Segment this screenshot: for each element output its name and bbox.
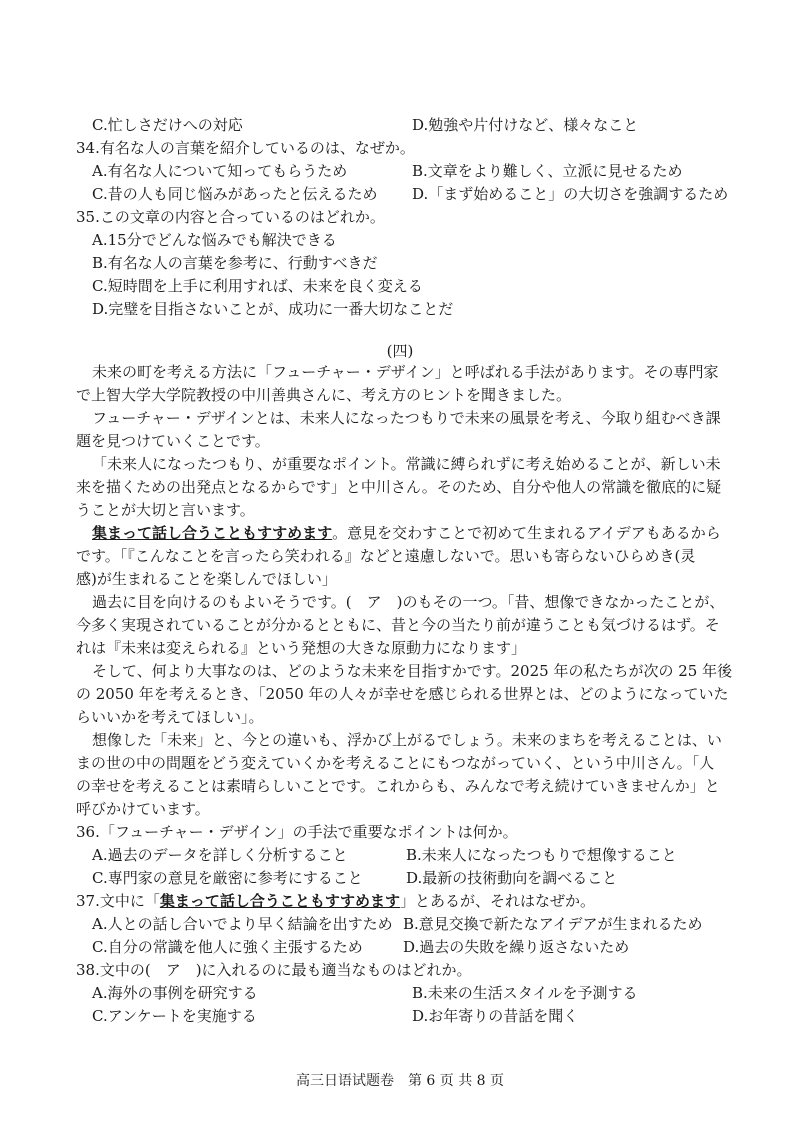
q34-stem: 34.有名な人の言葉を紹介しているのは、なぜか。 [76, 139, 415, 157]
passage-line: の幸せを考えることは素晴らしいことです。これからも、みんなで考え続けていきませんか」と [76, 777, 720, 795]
q37-option-b: B.意見交換で新たなアイデアが生まれるため [403, 915, 703, 933]
underlined-key-sentence: 集まって話し合うこともすすめます [92, 524, 333, 542]
page-footer: 高三日语试题卷 第 6 页 共 8 页 [295, 1073, 505, 1089]
q37-stem [76, 891, 595, 911]
q38-option-a: A.海外の事例を研究する [92, 984, 258, 1002]
passage-line: らいいかを考えてほしい」。 [76, 708, 264, 726]
passage-line: 「未来人になったつもり、が重要なポイント。常識に縛られずに考え始めることが、新しい未 [92, 455, 721, 473]
q35-option-b: B.有名な人の言葉を参考に、行動すべきだ [92, 254, 378, 272]
q36-option-d: D.最新の技術動向を調べること [406, 869, 618, 887]
q38-option-c: C.アンケートを実施する [92, 1007, 257, 1025]
passage-line: です。「『こんなことを言ったら笑われる』などと遠慮しないで。思いも寄らないひらめき(灵 [76, 547, 696, 565]
q34-option-b: B.文章をより難しく、立派に見せるため [412, 162, 683, 180]
passage-line: 来を描くための出発点となるからです」と中川さん。そのため、自分や他人の常識を徹底的に疑 [76, 478, 722, 496]
q37-option-a: A.人との話し合いでより早く結論を出すため [92, 915, 393, 933]
q35-option-c: C.短時間を上手に利用すれば、未来を良く変える [92, 277, 423, 295]
passage-line: そして、何より大事なのは、どのような未来を目指すかです。2025 年の私たちが次の 25 年後 [92, 662, 733, 680]
passage-line: 題を見つけていくことです。 [76, 432, 270, 450]
passage-line: の 2050 年を考えるとき、「2050 年の人々が幸せを感じられる世界とは、どのようになっていた [76, 685, 729, 703]
passage-line: 未来の町を考える方法に「フューチャー・デザイン」と呼ばれる手法があります。その専門家 [92, 363, 719, 381]
passage-line: れは『未来は変えられる』という発想の大きな原動力になります」 [76, 639, 527, 657]
q38-option-d: D.お年寄りの昔話を聞く [412, 1007, 579, 1025]
passage-line: 呼びかけています。 [76, 800, 210, 818]
passage-line: 感)が生まれることを楽しんでほしい」 [76, 570, 337, 588]
passage-line: まの世の中の問題をどう変えていくかを考えることにもつながっていく、という中川さん。「人 [76, 754, 715, 772]
passage-line [92, 523, 721, 543]
passage-line: 今多く実現されていることが分かるとともに、昔と今の当たり前が違うことも気づけるはず。そ [76, 616, 720, 634]
q37-option-c: C.自分の常識を他人に強く主張するため [92, 938, 363, 956]
q37-option-d: D.過去の失敗を繰り返さないため [403, 938, 630, 956]
passage-line: うことが大切と言います。 [76, 501, 255, 519]
q35-option-a: A.15分でどんな悩みでも解決できる [92, 231, 337, 249]
q33-option-d: D.勉強や片付けなど、様々なこと [412, 116, 639, 134]
passage-line: 想像した「未来」と、今との違いも、浮かび上がるでしょう。未来のまちを考えることは、い [92, 731, 722, 749]
q34-option-c: C.昔の人も同じ悩みがあったと伝えるため [92, 185, 378, 203]
q34-option-d: D.「まず始めること」の大切さを強調するため [412, 185, 729, 203]
q36-stem: 36.「フューチャー・デザイン」の手法で重要なポイントは何か。 [76, 823, 518, 841]
q35-stem: 35.この文章の内容と合っているのはどれか。 [76, 208, 385, 226]
q38-stem: 38.文中の( ア )に入れるのに最も適当なものはどれか。 [76, 961, 472, 979]
q37-stem-pre: 37.文中に「 [76, 892, 160, 910]
passage-line: で上智大学大学院教授の中川善典さんに、考え方のヒントを聞きました。 [76, 386, 572, 404]
q36-option-a: A.過去のデータを詳しく分析すること [92, 846, 348, 864]
section-title: (四) [386, 342, 414, 360]
q35-option-d: D.完璧を目指さないことが、成功に一番大切なことだ [92, 300, 454, 318]
passage-text: 。意見を交わすことで初めて生まれるアイデアもあるから [332, 524, 721, 542]
q36-option-c: C.専門家の意見を厳密に参考にすること [92, 869, 363, 887]
q37-stem-post: 」とあるが、それはなぜか。 [400, 892, 596, 910]
q33-option-c: C.忙しさだけへの対応 [92, 116, 243, 134]
q36-option-b: B.未来人になったつもりで想像すること [406, 846, 677, 864]
passage-line: フューチャー・デザインとは、未来人になったつもりで未来の風景を考え、今取り組むべき課 [92, 409, 721, 427]
q38-option-b: B.未来の生活スタイルを予測する [412, 984, 638, 1002]
passage-line: 過去に目を向けるのもよいそうです。( ア )のもその一つ。「昔、想像できなかったことが、 [92, 593, 725, 611]
q34-option-a: A.有名な人について知ってもらうため [92, 162, 348, 180]
q37-underlined-quote: 集まって話し合うこともすすめます [159, 892, 401, 910]
